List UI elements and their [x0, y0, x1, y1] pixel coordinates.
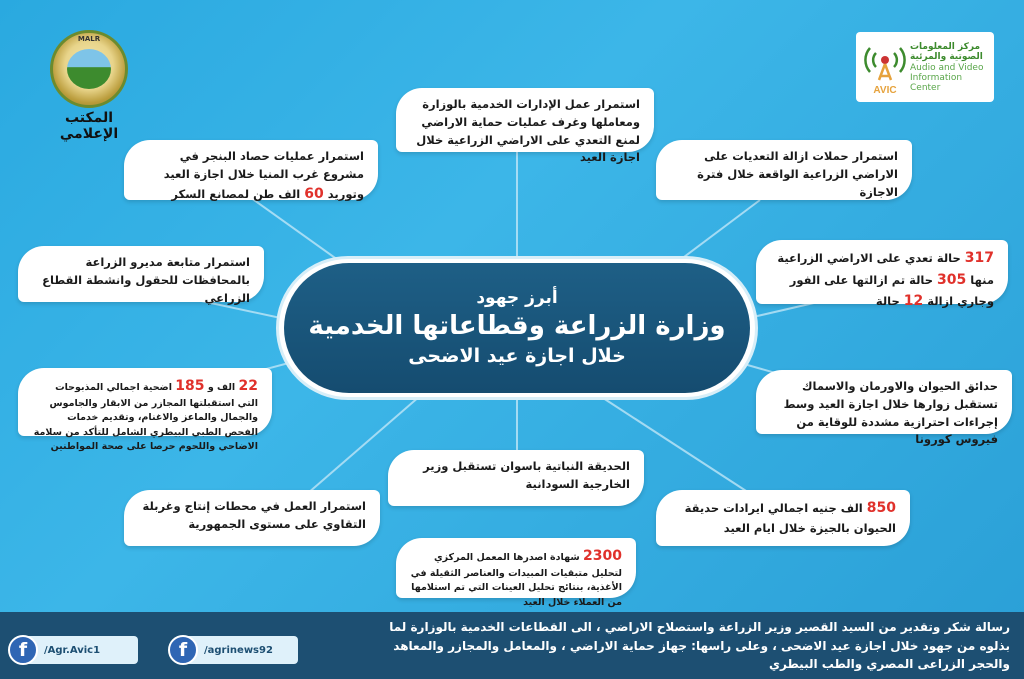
card-giza-zoo-revenue: [656, 490, 910, 546]
card-text: استمرار العمل في محطات إنتاج وغربلة التقاوي على مستوى الجمهورية: [142, 499, 366, 531]
card-text: حدائق الحيوان والاورمان والاسماك تستقبل زوارها خلال اجازة العيد وسط إجراءات احترازية مشددة للوقاية من فيروس كورونا: [783, 379, 998, 447]
card-text: استمرار عمليات حصاد البنجر في مشروع غرب المنيا خلال اجازة العيد وتوريد: [163, 149, 364, 201]
card-text: الف و: [207, 382, 236, 393]
card-text: حالة تم ازالتها على الفور وجاري ازالة: [789, 272, 994, 309]
footer-message: رسالة شكر وتقدير من السيد القصير وزير الزراعة واستصلاح الاراضي ، الى القطاعات الخدمية بالوزارة لما بذلوه من جهود خلال اجازة عيد الاضحى ، وعلى راسها: جهاز حماية الاراضي ، والمعامل والمجازر والمعاهد والحجر الزراعى المصري والطب البيطري: [389, 620, 1010, 672]
card-text: استمرار حملات ازالة التعديات على الاراضي الزراعية الواقعة خلال فترة الاجازة: [697, 149, 898, 199]
card-number: 2300: [583, 548, 622, 564]
title-line-1: أبرز جهود: [476, 287, 558, 308]
broadcast-tower-icon: [862, 38, 908, 96]
card-text: شهادة اصدرها المعمل المركزي لتحليل متبقيات المبيدات والعناصر الثقيلة في الأغذية، بنتائج تحليل العينات التي تم استلامها من العملاء خلال العيد: [410, 552, 622, 608]
card-encroachment-cases: [756, 240, 1008, 310]
card-text: حالة تعدي على الاراضي الزراعية: [777, 251, 961, 265]
card-number: 12: [903, 293, 924, 310]
card-slaughterhouses: [18, 368, 272, 452]
card-text: استمرار متابعة مديرو الزراعة بالمحافظات للحقول وانشطة القطاع الزراعي: [42, 255, 250, 305]
ministry-logo: [44, 30, 134, 142]
card-text: الف طن لمصانع السكر: [171, 186, 301, 201]
card-encroachment-removal: [656, 140, 912, 200]
card-number: 317: [964, 250, 994, 266]
card-text: اضحية اجمالي المذبوحات التي استقبلتها المجازر من الابقار والجاموس والجمال والماعز والاغنام، وتقديم خدمات الفحص الطبي البيطري الشامل للتأكد من سلامة الاضاحي واللحوم حرصا على صحة المواطنين: [33, 382, 258, 452]
card-text: استمرار عمل الإدارات الخدمية بالوزارة ومعاملها وغرف عمليات حماية الاراضي لمنع التعدي على الاراضي الزراعية خلال اجازة العيد: [416, 97, 640, 165]
facebook-handle: /agrinews92: [204, 644, 273, 656]
card-central-lab-certificates: [396, 538, 636, 608]
seal-text: MALR: [77, 35, 101, 43]
avic-name-en-2: Information Center: [910, 73, 963, 94]
facebook-link-agrinews[interactable]: [178, 636, 298, 664]
facebook-icon: f: [168, 635, 198, 665]
title-line-3: خلال اجازة عيد الاضحى: [408, 344, 626, 367]
card-number: 305: [937, 271, 967, 288]
card-seed-stations: [124, 490, 380, 546]
card-text: حالة: [875, 294, 900, 309]
center-title-block: [284, 263, 750, 393]
card-number: 60: [304, 185, 324, 202]
card-beet-harvest: [124, 140, 378, 200]
card-number: 850: [866, 500, 896, 516]
title-line-2: وزارة الزراعة وقطاعاتها الخدمية: [308, 310, 726, 341]
avic-logo: [856, 32, 994, 102]
ministry-seal-icon: [50, 30, 128, 108]
avic-name-ar-1: مركز المعلومات: [910, 42, 981, 52]
card-text: الف جنيه اجمالي ايرادات حديقة الحيوان بالجيزة خلال ايام العيد: [684, 501, 896, 535]
card-text: الحديقة النباتية باسوان تستقبل وزير الخارجية السودانية: [423, 459, 630, 491]
media-office-label: المكتب الإعلامي: [59, 110, 119, 142]
card-directors-followup: [18, 246, 264, 305]
facebook-handle: /Agr.Avic1: [44, 644, 101, 656]
footer-bar: [0, 612, 1024, 679]
card-zoos-visitors: [756, 370, 1012, 447]
card-text: منها: [970, 272, 994, 287]
avic-name-ar-2: الصوتية والمرئية: [910, 52, 983, 63]
facebook-link-agr-avic[interactable]: [18, 636, 138, 664]
card-service-departments: [396, 88, 654, 165]
card-number: 22: [238, 378, 258, 394]
avic-acronym: AVIC: [873, 85, 897, 96]
card-number: 185: [175, 378, 205, 394]
facebook-icon: f: [8, 635, 38, 665]
avic-name-en-1: Audio and Video: [910, 62, 984, 73]
card-aswan-botanical: [388, 450, 644, 506]
